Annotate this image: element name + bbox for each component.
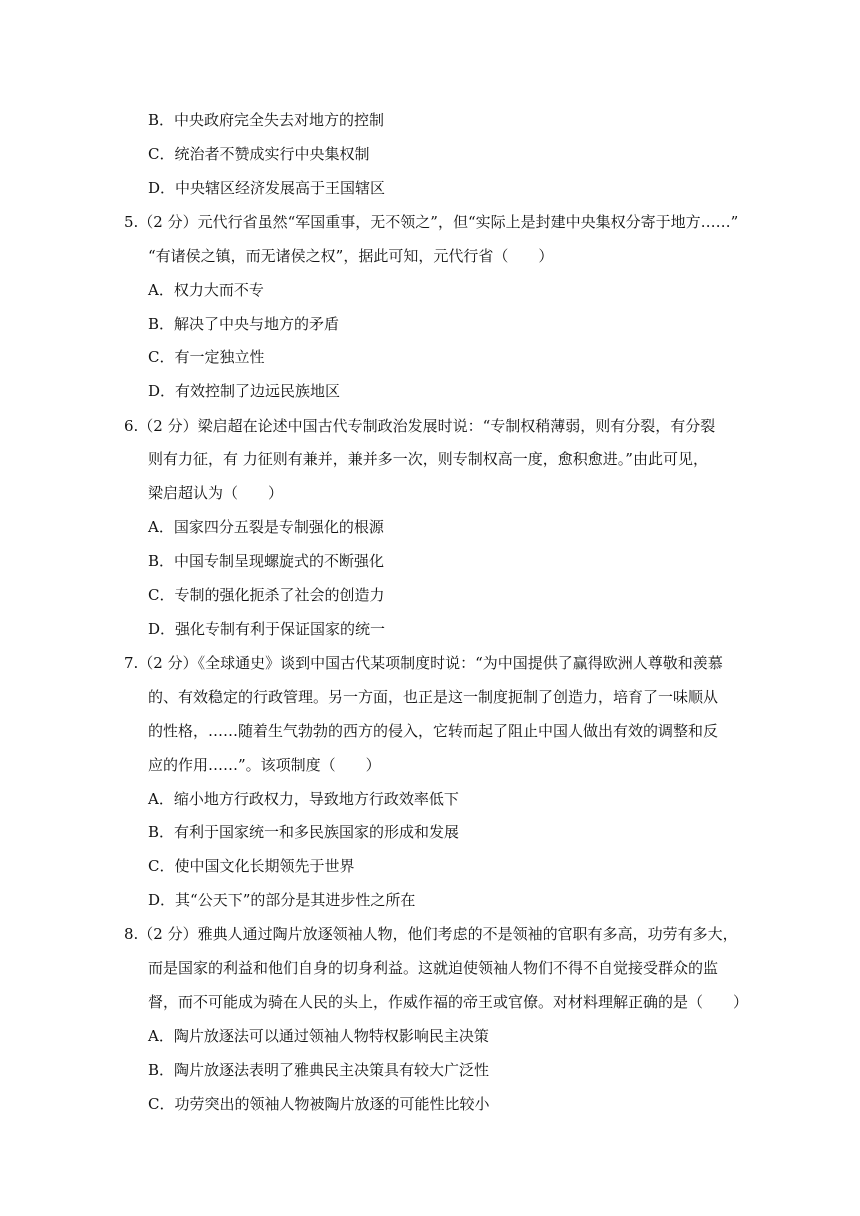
question-7-text: 应的作用……”。该项制度（ ） [148,756,381,774]
question-7-text: 7.（2 分）《全球通史》谈到中国古代某项制度时说：“为中国提供了赢得欧洲人尊敬和羡慕 [124,654,723,672]
question-6-text: 梁启超认为（ ） [148,484,284,502]
option-a: A．权力大而不专 [148,281,264,299]
question-8-text: 而是国家的利益和他们自身的切身利益。这就迫使领袖人物们不得不自觉接受群众的监 [148,959,719,977]
option-d: D．中央辖区经济发展高于王国辖区 [148,179,386,197]
option-d: D．其“公天下”的部分是其进步性之所在 [148,891,416,909]
option-d: D．强化专制有利于保证国家的统一 [148,620,386,638]
option-b: B．中央政府完全失去对地方的控制 [148,111,385,129]
question-6-text: 6.（2 分）梁启超在论述中国古代专制政治发展时说：“专制权稍薄弱，则有分裂，有分裂 [124,417,716,435]
option-b: B．解决了中央与地方的矛盾 [148,315,340,333]
option-c: C．使中国文化长期领先于世界 [148,857,355,875]
option-a: A．陶片放逐法可以通过领袖人物特权影响民主决策 [148,1027,489,1045]
option-c: C．统治者不赞成实行中央集权制 [148,145,370,163]
question-6-text: 则有力征，有 力征则有兼并，兼并多一次，则专制权高一度，愈积愈进。”由此可见， [148,450,708,468]
question-8-text: 8.（2 分）雅典人通过陶片放逐领袖人物，他们考虑的不是领袖的官职有多高，功劳有多大， [124,925,738,943]
option-c: C．专制的强化扼杀了社会的创造力 [148,586,385,604]
option-b: B．有利于国家统一和多民族国家的形成和发展 [148,823,460,841]
question-7-text: 的性格，……随着生气勃勃的西方的侵入，它转而起了阻止中国人做出有效的调整和反 [148,722,719,740]
option-c: C．有一定独立性 [148,348,265,366]
question-5-text: “有诸侯之镇，而无诸侯之权”，据此可知，元代行省（ ） [148,247,554,265]
option-b: B．中国专制呈现螺旋式的不断强化 [148,552,385,570]
question-8-text: 督，而不可能成为骑在人民的头上，作威作福的帝王或官僚。对材料理解正确的是（ ） [148,993,749,1011]
option-b: B．陶片放逐法表明了雅典民主决策具有较大广泛性 [148,1061,490,1079]
option-a: A．国家四分五裂是专制强化的根源 [148,518,384,536]
question-7-text: 的、有效稳定的行政管理。另一方面，也正是这一制度扼制了创造力，培育了一味顺从 [148,688,719,706]
option-a: A．缩小地方行政权力，导致地方行政效率低下 [148,790,459,808]
option-c: C．功劳突出的领袖人物被陶片放逐的可能性比较小 [148,1095,490,1113]
question-5-text: 5.（2 分）元代行省虽然“军国重事，无不领之”，但“实际上是封建中央集权分寄于地方……” [124,213,739,231]
option-d: D．有效控制了边远民族地区 [148,382,341,400]
